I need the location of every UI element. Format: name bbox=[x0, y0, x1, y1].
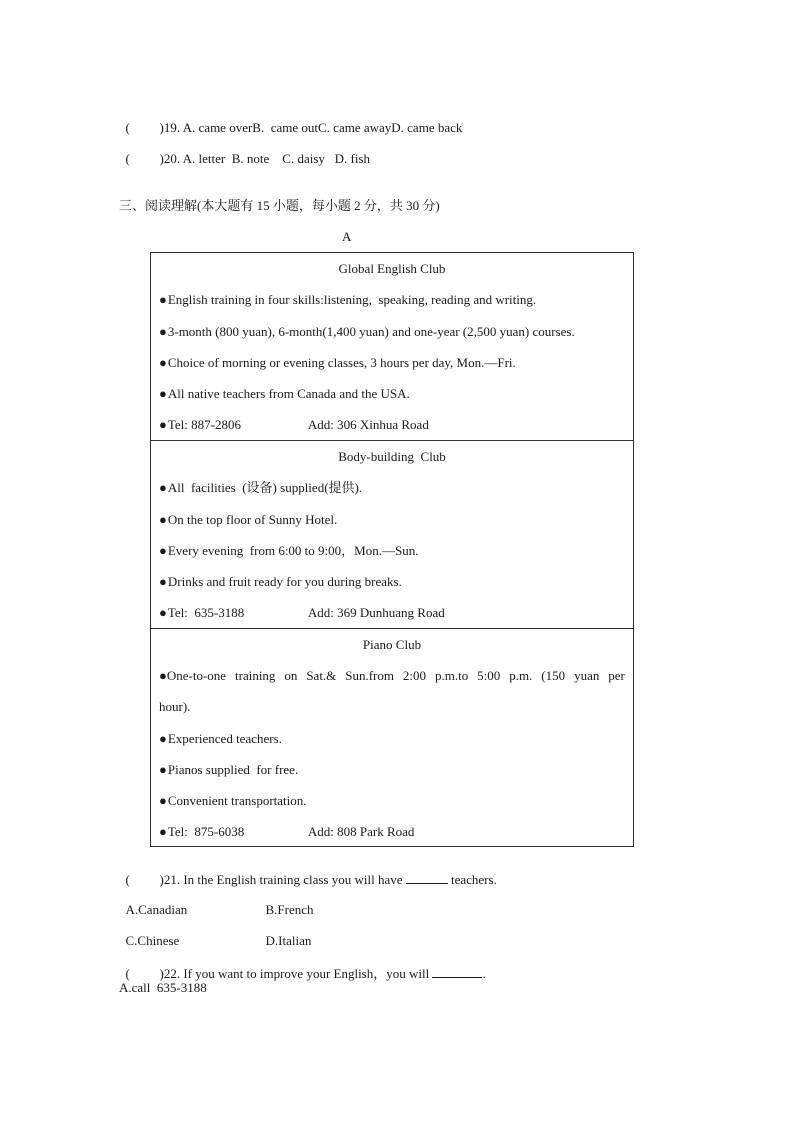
bullet-icon: ● bbox=[159, 480, 167, 495]
club-bullet: ●English training in four skills:listening, speaking, reading and writing. bbox=[159, 292, 537, 307]
question-21 bbox=[119, 855, 497, 888]
options-row bbox=[119, 917, 311, 949]
section-title: 三、阅读理解(本大题有 15 小题，每小题 2 分，共 30 分) bbox=[119, 198, 440, 213]
club-bullet: ●Choice of morning or evening classes, 3 hours per day, Mon.—Fri. bbox=[159, 355, 516, 370]
club-tel: Tel: 875-6038 bbox=[167, 824, 245, 839]
club-box-bodybuilding bbox=[150, 440, 634, 629]
club-bullet-justified: ●One-to-one training on Sat.& Sun.from 2:00 p.m.to 5:00 p.m. (150 yuan per bbox=[159, 668, 625, 683]
club-contact bbox=[159, 824, 625, 840]
bullet-icon: ● bbox=[159, 386, 167, 401]
club-bullet: ●Convenient transportation. bbox=[159, 793, 307, 808]
option-c: C.Chinese bbox=[125, 933, 180, 948]
options-row bbox=[119, 886, 314, 918]
question-options: A. came overB. came outC. came awayD. came back bbox=[182, 120, 463, 135]
question-stem-end: teachers. bbox=[447, 872, 497, 887]
club-address: Add: 808 Park Road bbox=[307, 824, 415, 839]
question-stem: )22. If you want to improve your English，you will bbox=[159, 966, 433, 981]
question-number: )19. bbox=[159, 120, 181, 135]
bullet-icon: ● bbox=[159, 605, 167, 620]
answer-blank bbox=[406, 871, 448, 884]
option-a: A.call 635-3188 bbox=[119, 980, 207, 995]
answer-paren-open: ( bbox=[125, 966, 130, 981]
option-b: B.French bbox=[265, 902, 314, 917]
question-19 bbox=[119, 104, 462, 136]
answer-paren-open: ( bbox=[125, 872, 130, 887]
bullet-icon: ● bbox=[159, 731, 167, 746]
question-stem: )21. In the English training class you will have bbox=[159, 872, 406, 887]
club-name: Global English Club bbox=[338, 261, 446, 276]
club-name: Body-building Club bbox=[338, 449, 446, 464]
option-a: A.Canadian bbox=[125, 902, 188, 917]
club-tel: Tel: 887-2806 bbox=[167, 417, 241, 432]
club-bullet: ●All native teachers from Canada and the USA. bbox=[159, 386, 410, 401]
club-bullet: ●3-month (800 yuan), 6-month(1,400 yuan) and one-year (2,500 yuan) courses. bbox=[159, 324, 575, 339]
club-bullet: ●Drinks and fruit ready for you during breaks. bbox=[159, 574, 402, 589]
club-address: Add: 369 Dunhuang Road bbox=[307, 605, 445, 620]
answer-paren-open: ( bbox=[125, 120, 130, 135]
option-d: D.Italian bbox=[265, 933, 312, 948]
club-box-english bbox=[150, 252, 634, 441]
club-bullet: ●Pianos supplied for free. bbox=[159, 762, 299, 777]
bullet-icon: ● bbox=[159, 824, 167, 839]
bullet-icon: ● bbox=[159, 574, 167, 589]
club-bullet: ●Every evening from 6:00 to 9:00，Mon.—Sun. bbox=[159, 543, 419, 558]
question-stem-end: . bbox=[482, 966, 486, 981]
question-22 bbox=[119, 949, 486, 982]
club-tel: Tel: 635-3188 bbox=[167, 605, 245, 620]
bullet-icon: ● bbox=[159, 512, 167, 527]
question-number: )20. bbox=[159, 151, 181, 166]
bullet-icon: ● bbox=[159, 324, 167, 339]
answer-paren-open: ( bbox=[125, 151, 130, 166]
club-bullet: ●On the top floor of Sunny Hotel. bbox=[159, 512, 338, 527]
bullet-icon: ● bbox=[159, 417, 167, 432]
club-box-piano bbox=[150, 628, 634, 847]
club-bullet-continuation: hour). bbox=[159, 699, 191, 714]
question-options: A. letter B. note C. daisy D. fish bbox=[182, 151, 371, 166]
club-bullet: ●Experienced teachers. bbox=[159, 731, 282, 746]
bullet-icon: ● bbox=[159, 355, 167, 370]
club-address: Add: 306 Xinhua Road bbox=[307, 417, 429, 432]
bullet-icon: ● bbox=[159, 292, 167, 307]
club-name: Piano Club bbox=[362, 637, 422, 652]
passage-letter: A bbox=[342, 229, 352, 244]
club-contact bbox=[159, 417, 625, 433]
question-20 bbox=[119, 135, 370, 167]
bullet-icon: ● bbox=[159, 543, 167, 558]
club-contact bbox=[159, 605, 625, 621]
club-bullet: ●All facilities (设备) supplied(提供). bbox=[159, 480, 363, 495]
bullet-icon: ● bbox=[159, 793, 167, 808]
answer-blank bbox=[432, 965, 482, 978]
bullet-icon: ● bbox=[159, 762, 167, 777]
